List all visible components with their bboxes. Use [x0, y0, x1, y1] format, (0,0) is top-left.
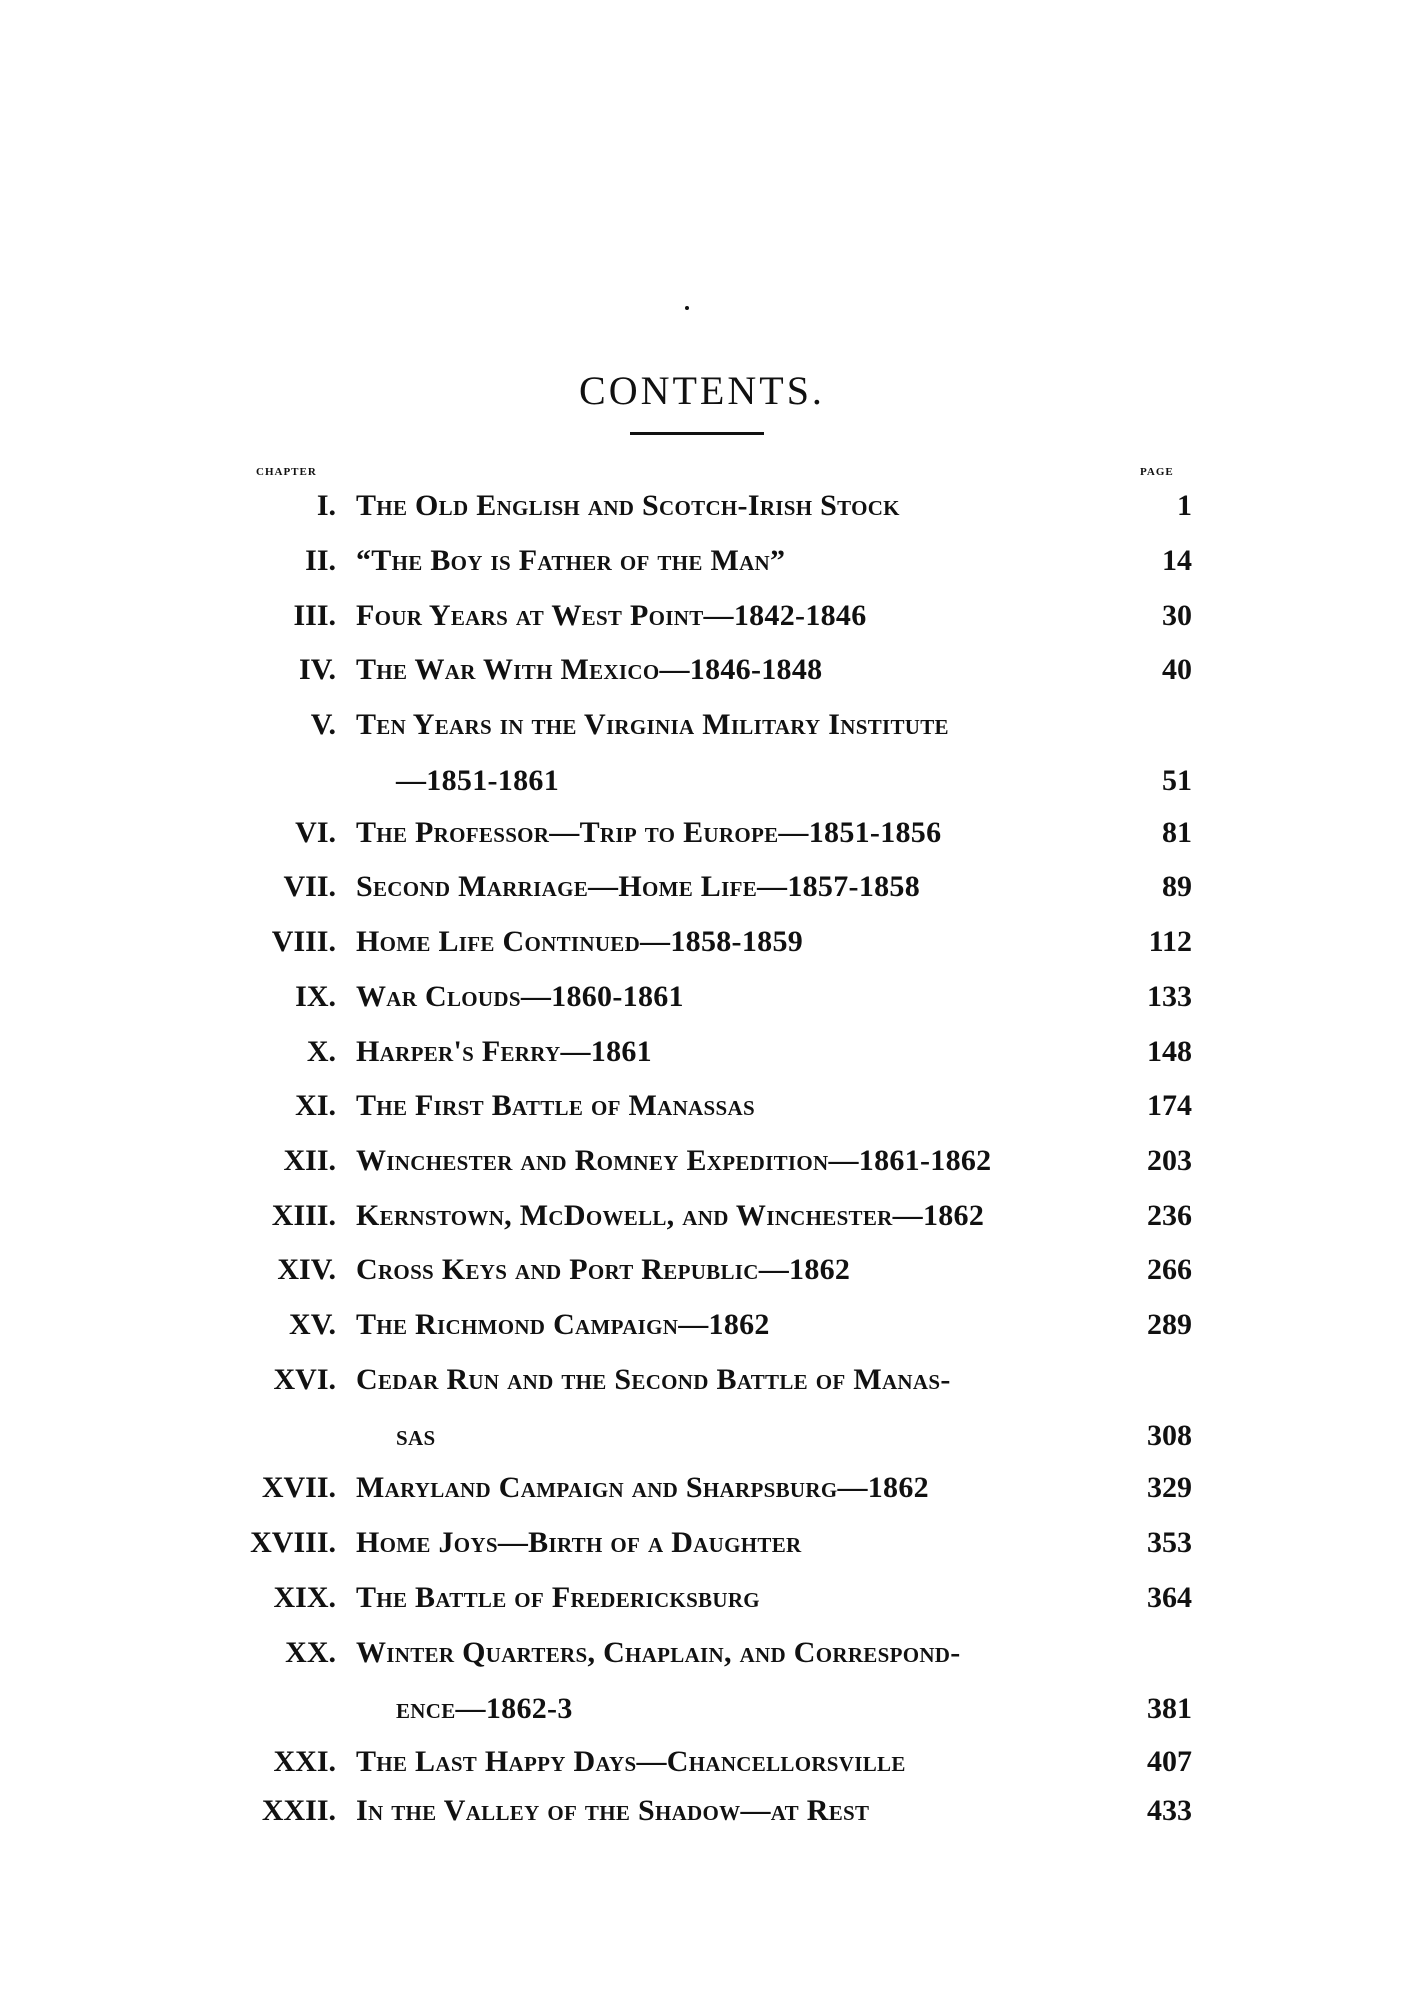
chapter-title-continued: —1851-1861	[396, 764, 559, 797]
chapter-number: XIX.	[273, 1581, 336, 1614]
chapter-number: XVIII.	[250, 1526, 336, 1559]
toc-entry	[0, 1635, 1404, 1727]
page-number: 236	[1147, 1199, 1192, 1232]
chapter-number: XI.	[295, 1089, 336, 1122]
page-number: 89	[1162, 870, 1192, 903]
toc-entry	[0, 1362, 1404, 1454]
chapter-title: Four Years at West Point—1842-1846	[356, 599, 867, 632]
chapter-title: Home Life Continued—1858-1859	[356, 925, 804, 958]
chapter-number: XVI.	[273, 1363, 336, 1396]
chapter-number: IV.	[299, 653, 336, 686]
page-number: 112	[1148, 925, 1192, 958]
page-number: 14	[1162, 544, 1192, 577]
chapter-title: The Professor—Trip to Europe—1851-1856	[356, 816, 942, 849]
page-number: 30	[1162, 599, 1192, 632]
chapter-title: Cross Keys and Port Republic—1862	[356, 1253, 851, 1286]
page-number: 1	[1177, 489, 1192, 522]
page-number: 51	[1162, 764, 1192, 797]
chapter-number: XXI.	[273, 1745, 336, 1778]
toc-entry	[0, 1034, 1404, 1070]
page-number: 329	[1147, 1471, 1192, 1504]
chapter-number: XVII.	[261, 1471, 336, 1504]
toc-entry	[0, 1470, 1404, 1506]
chapter-number: I.	[316, 489, 336, 522]
chapter-title: “The Boy is Father of the Man”	[356, 544, 786, 577]
chapter-title: In the Valley of the Shadow—at Rest	[356, 1794, 870, 1827]
chapter-title: Kernstown, McDowell, and Winchester—1862	[356, 1199, 985, 1232]
chapter-title: The First Battle of Manassas	[356, 1089, 755, 1122]
chapter-title: Ten Years in the Virginia Military Institute	[356, 708, 949, 741]
column-header-page: PAGE	[1140, 466, 1174, 478]
toc-entry	[0, 979, 1404, 1015]
chapter-number: V.	[310, 708, 336, 741]
toc-entry	[0, 598, 1404, 634]
chapter-number: XX.	[285, 1636, 336, 1669]
page-number: 81	[1162, 816, 1192, 849]
page-number: 148	[1147, 1035, 1192, 1068]
chapter-title: War Clouds—1860-1861	[356, 980, 684, 1013]
toc-entry	[0, 1143, 1404, 1179]
page-number: 174	[1147, 1089, 1192, 1122]
chapter-title: Winter Quarters, Chaplain, and Correspond-	[356, 1636, 961, 1669]
page-number: 308	[1147, 1419, 1192, 1452]
toc-entry	[0, 1088, 1404, 1124]
chapter-title: Winchester and Romney Expedition—1861-1862	[356, 1144, 992, 1177]
chapter-title: Cedar Run and the Second Battle of Manas-	[356, 1363, 951, 1396]
toc-entry	[0, 1252, 1404, 1288]
chapter-title-continued: ence—1862-3	[396, 1692, 573, 1725]
chapter-title: The Old English and Scotch-Irish Stock	[356, 489, 900, 522]
chapter-number: VIII.	[271, 925, 336, 958]
toc-entry	[0, 869, 1404, 905]
toc-entry	[0, 1307, 1404, 1343]
toc-entry	[0, 1525, 1404, 1561]
page-number: 407	[1147, 1745, 1192, 1778]
toc-entry	[0, 1198, 1404, 1234]
page-number: 433	[1147, 1794, 1192, 1827]
toc-entry	[0, 1744, 1404, 1780]
chapter-number: II.	[305, 544, 336, 577]
chapter-title: The Richmond Campaign—1862	[356, 1308, 770, 1341]
chapter-title: Home Joys—Birth of a Daughter	[356, 1526, 802, 1559]
chapter-number: VII.	[283, 870, 336, 903]
chapter-number: XII.	[283, 1144, 336, 1177]
toc-entry	[0, 488, 1404, 524]
page-number: 266	[1147, 1253, 1192, 1286]
toc-entry	[0, 652, 1404, 688]
page-number: 381	[1147, 1692, 1192, 1725]
chapter-title: Second Marriage—Home Life—1857-1858	[356, 870, 921, 903]
toc-entry	[0, 1580, 1404, 1616]
chapter-title: The Last Happy Days—Chancellorsville	[356, 1745, 906, 1778]
toc-entry	[0, 815, 1404, 851]
toc-entry	[0, 924, 1404, 960]
column-header-chapter: CHAPTER	[256, 466, 317, 478]
page-title: CONTENTS.	[579, 367, 825, 413]
chapter-number: XIII.	[271, 1199, 336, 1232]
chapter-number: XV.	[289, 1308, 336, 1341]
toc-entry	[0, 543, 1404, 579]
chapter-number: X.	[306, 1035, 336, 1068]
chapter-number: XXII.	[261, 1794, 336, 1827]
toc-entry	[0, 707, 1404, 799]
chapter-title: The War With Mexico—1846-1848	[356, 653, 823, 686]
chapter-number: III.	[293, 599, 336, 632]
chapter-title-continued: sas	[396, 1419, 436, 1452]
page-number: 353	[1147, 1526, 1192, 1559]
chapter-title: The Battle of Fredericksburg	[356, 1581, 760, 1614]
chapter-title: Harper's Ferry—1861	[356, 1035, 652, 1068]
toc-entry	[0, 1793, 1404, 1829]
chapter-title: Maryland Campaign and Sharpsburg—1862	[356, 1471, 929, 1504]
page-number: 289	[1147, 1308, 1192, 1341]
page-number: 133	[1147, 980, 1192, 1013]
chapter-number: VI.	[295, 816, 336, 849]
chapter-number: IX.	[295, 980, 336, 1013]
page-number: 203	[1147, 1144, 1192, 1177]
page-number: 364	[1147, 1581, 1192, 1614]
page-number: 40	[1162, 653, 1192, 686]
chapter-number: XIV.	[277, 1253, 336, 1286]
